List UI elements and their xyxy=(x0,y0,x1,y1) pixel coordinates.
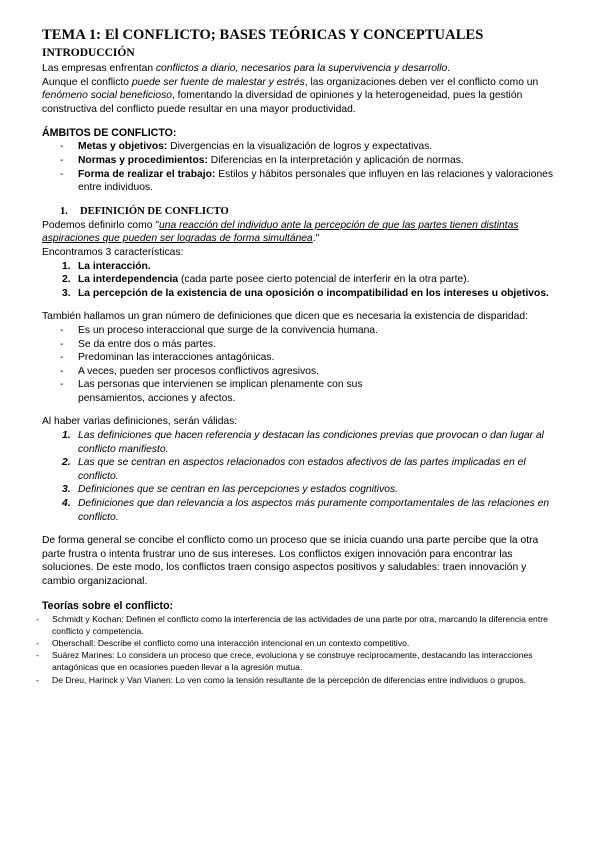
list-item xyxy=(42,273,562,287)
document-page xyxy=(36,26,562,686)
list-item xyxy=(42,429,562,456)
definicion-paragraph-4: Al haber varias definiciones, serán válidas: xyxy=(42,416,238,428)
item-text: Se da entre dos o más partes. xyxy=(78,338,216,350)
item-number: 1. xyxy=(62,260,71,272)
intro-p2-italic-d: fenómeno social beneficioso xyxy=(42,90,172,102)
list-item: - De Dreu, Harinck y Van Vianen: Lo ven como la tensión resultante de la percepción de diferencias entre individuos o grupos. xyxy=(36,674,527,685)
intro-heading: INTRODUCCIÓN xyxy=(42,47,135,59)
def-p1-quote: una reacción del individuo ante la percepción de que las partes tienen distintas aspiraciones que pueden ser logradas de forma simultánea xyxy=(42,219,519,245)
item-text: A veces, pueden ser procesos conflictivos agresivos. xyxy=(78,365,319,377)
ambito-term: Normas y procedimientos: xyxy=(78,154,208,166)
list-item: - Schmidt y Kochan: Definen el conflicto como la interferencia de las actividades de una parte por otra, marcando la diferencia entre conflicto y competencia. xyxy=(36,613,548,636)
ambito-term: Metas y objetivos: xyxy=(78,141,168,153)
section-title: DEFINICIÓN DE CONFLICTO xyxy=(80,205,229,217)
item-number: 3. xyxy=(62,287,71,299)
ambito-text: Divergencias en la visualización de logros y expectativas. xyxy=(167,141,433,153)
list-item: - Oberschall: Describe el conflicto como una interacción intencional en un contexto competitivo. xyxy=(36,638,410,648)
item-text: Definiciones que se centran en las percepciones y estados cognitivos. xyxy=(78,484,398,496)
list-item xyxy=(42,456,562,483)
teorias-list xyxy=(36,613,562,686)
item-text: Las personas que intervienen se implican plenamente con sus pensamientos, acciones y afectos. xyxy=(78,379,363,404)
list-item: - Es un proceso interaccional que surge de la convivencia humana. xyxy=(60,324,378,336)
item-term: La interdependencia xyxy=(78,274,179,286)
list-item xyxy=(42,483,562,497)
item-text: Las que se centran en aspectos relacionados con estados afectivos de las partes implicadas en el conflicto. xyxy=(78,457,526,482)
document-title: TEMA 1: El CONFLICTO; BASES TEÓRICAS Y CONCEPTUALES xyxy=(42,27,484,43)
item-text: Oberschall: Describe el conflicto como una interacción intencional en un contexto competitivo. xyxy=(52,638,410,648)
intro-paragraph-2 xyxy=(42,76,562,117)
ambito-text: Estilos y hábitos personales que influyen en las relaciones y valoraciones entre individuos. xyxy=(78,168,554,194)
list-item: - Se da entre dos o más partes. xyxy=(60,338,216,350)
intro-paragraph-1 xyxy=(42,62,562,76)
item-term: La percepción de la existencia de una oposición o incompatibilidad en los intereses u objetivos. xyxy=(78,287,549,299)
item-number: 4. xyxy=(62,498,71,510)
item-text: Las definiciones que hacen referencia y destacan las condiciones previas que provocan o dan lugar al conflicto manifiesto. xyxy=(78,430,544,455)
definicion-paragraph-3: También hallamos un gran número de definiciones que dicen que es necesaria la existencia de disparidad: xyxy=(42,311,528,323)
list-item: - Forma de realizar el trabajo: Estilos y hábitos personales que influyen en las relaciones y valoraciones entre individuos. xyxy=(60,168,554,194)
ambito-term: Forma de realizar el trabajo: xyxy=(78,168,216,180)
item-text: (cada parte posee cierto potencial de interferir en la otra parte). xyxy=(178,274,470,286)
item-number: 1. xyxy=(62,430,71,442)
definicion-paragraph-2: Encontramos 3 características: xyxy=(42,246,184,258)
intro-p2-text-e: , fomentando la diversidad de opiniones y la heterogeneidad, pues la gestión constructiva del conflicto puede resultar en una mayor productividad. xyxy=(42,90,523,115)
item-number: 3. xyxy=(62,484,71,496)
list-item: - Normas y procedimientos: Diferencias en la interpretación y aplicación de normas. xyxy=(60,154,464,166)
list-item: - Metas y objetivos: Divergencias en la visualización de logros y expectativas. xyxy=(60,141,433,153)
intro-p1-italic: conflictos a diario, necesarios para la supervivencia y desarrollo xyxy=(155,63,448,74)
definicion-paragraph-5: De forma general se concibe el conflicto como un proceso que se inicia cuando una parte percibe que la otra parte frustra o intenta frustrar uno de sus intereses. Los conflictos exigen innovación para encontrar las soluciones. De este modo, los conflictos traen consigo aspectos positivos y saludables: traen innovación y cambio organizacional. xyxy=(42,535,539,587)
validas-list xyxy=(42,429,562,524)
def-p1-a: Podemos definirlo como " xyxy=(42,219,159,231)
caracteristicas-list xyxy=(42,260,562,301)
def-p1-c: ." xyxy=(312,233,320,245)
intro-p2-text-a: Aunque el conflicto xyxy=(42,76,132,88)
list-item xyxy=(42,497,562,524)
item-text: Definiciones que dan relevancia a los aspectos más puramente comportamentales de las relaciones en conflicto. xyxy=(78,498,550,523)
item-term: La interacción. xyxy=(78,260,151,272)
ambitos-list xyxy=(42,140,562,194)
list-item: - Suárez Marines: Lo considera un proceso que crece, evoluciona y se construye recíprocamente, destacando las interacciones antagónicas que en ocasiones pueden llevar a la agresión mutua. xyxy=(36,650,533,673)
teorias-heading: Teorías sobre el conflicto: xyxy=(42,599,174,612)
item-text: Es un proceso interaccional que surge de la convivencia humana. xyxy=(78,324,378,336)
item-number: 2. xyxy=(62,457,71,469)
disparidad-list xyxy=(42,324,562,406)
item-text: Schmidt y Kochan: Definen el conflicto como la interferencia de las actividades de una parte por otra, marcando la diferencia entre conflicto y competencia. xyxy=(52,613,548,636)
intro-p1-end: . xyxy=(447,63,451,74)
intro-p1-text: Las empresas enfrentan xyxy=(42,63,156,74)
list-item: - A veces, pueden ser procesos conflictivos agresivos. xyxy=(60,365,319,377)
item-text: Suárez Marines: Lo considera un proceso que crece, evoluciona y se construye recíprocamente, destacando las interacciones antagónicas que en ocasiones pueden llevar a la agresión mutua. xyxy=(52,650,533,673)
list-item: - Las personas que intervienen se implican plenamente con sus pensamientos, acciones y afectos. xyxy=(60,379,363,404)
item-text: Predominan las interacciones antagónicas. xyxy=(78,352,275,364)
item-text: De Dreu, Harinck y Van Vianen: Lo ven como la tensión resultante de la percepción de diferencias entre individuos o grupos. xyxy=(52,674,527,685)
item-number: 2. xyxy=(62,274,71,286)
ambito-text: Diferencias en la interpretación y aplicación de normas. xyxy=(207,154,464,166)
list-item xyxy=(42,260,562,274)
section-definicion-heading xyxy=(42,205,562,219)
list-item: - Predominan las interacciones antagónicas. xyxy=(60,352,275,364)
intro-p2-text-c: , las organizaciones deben ver el conflicto como un xyxy=(304,76,539,88)
definicion-paragraph-1 xyxy=(42,219,562,246)
list-item xyxy=(42,287,562,301)
section-number: 1. xyxy=(60,205,68,217)
intro-p2-italic-b: puede ser fuente de malestar y estrés xyxy=(131,76,305,88)
ambitos-heading: ÁMBITOS DE CONFLICTO: xyxy=(42,127,177,140)
